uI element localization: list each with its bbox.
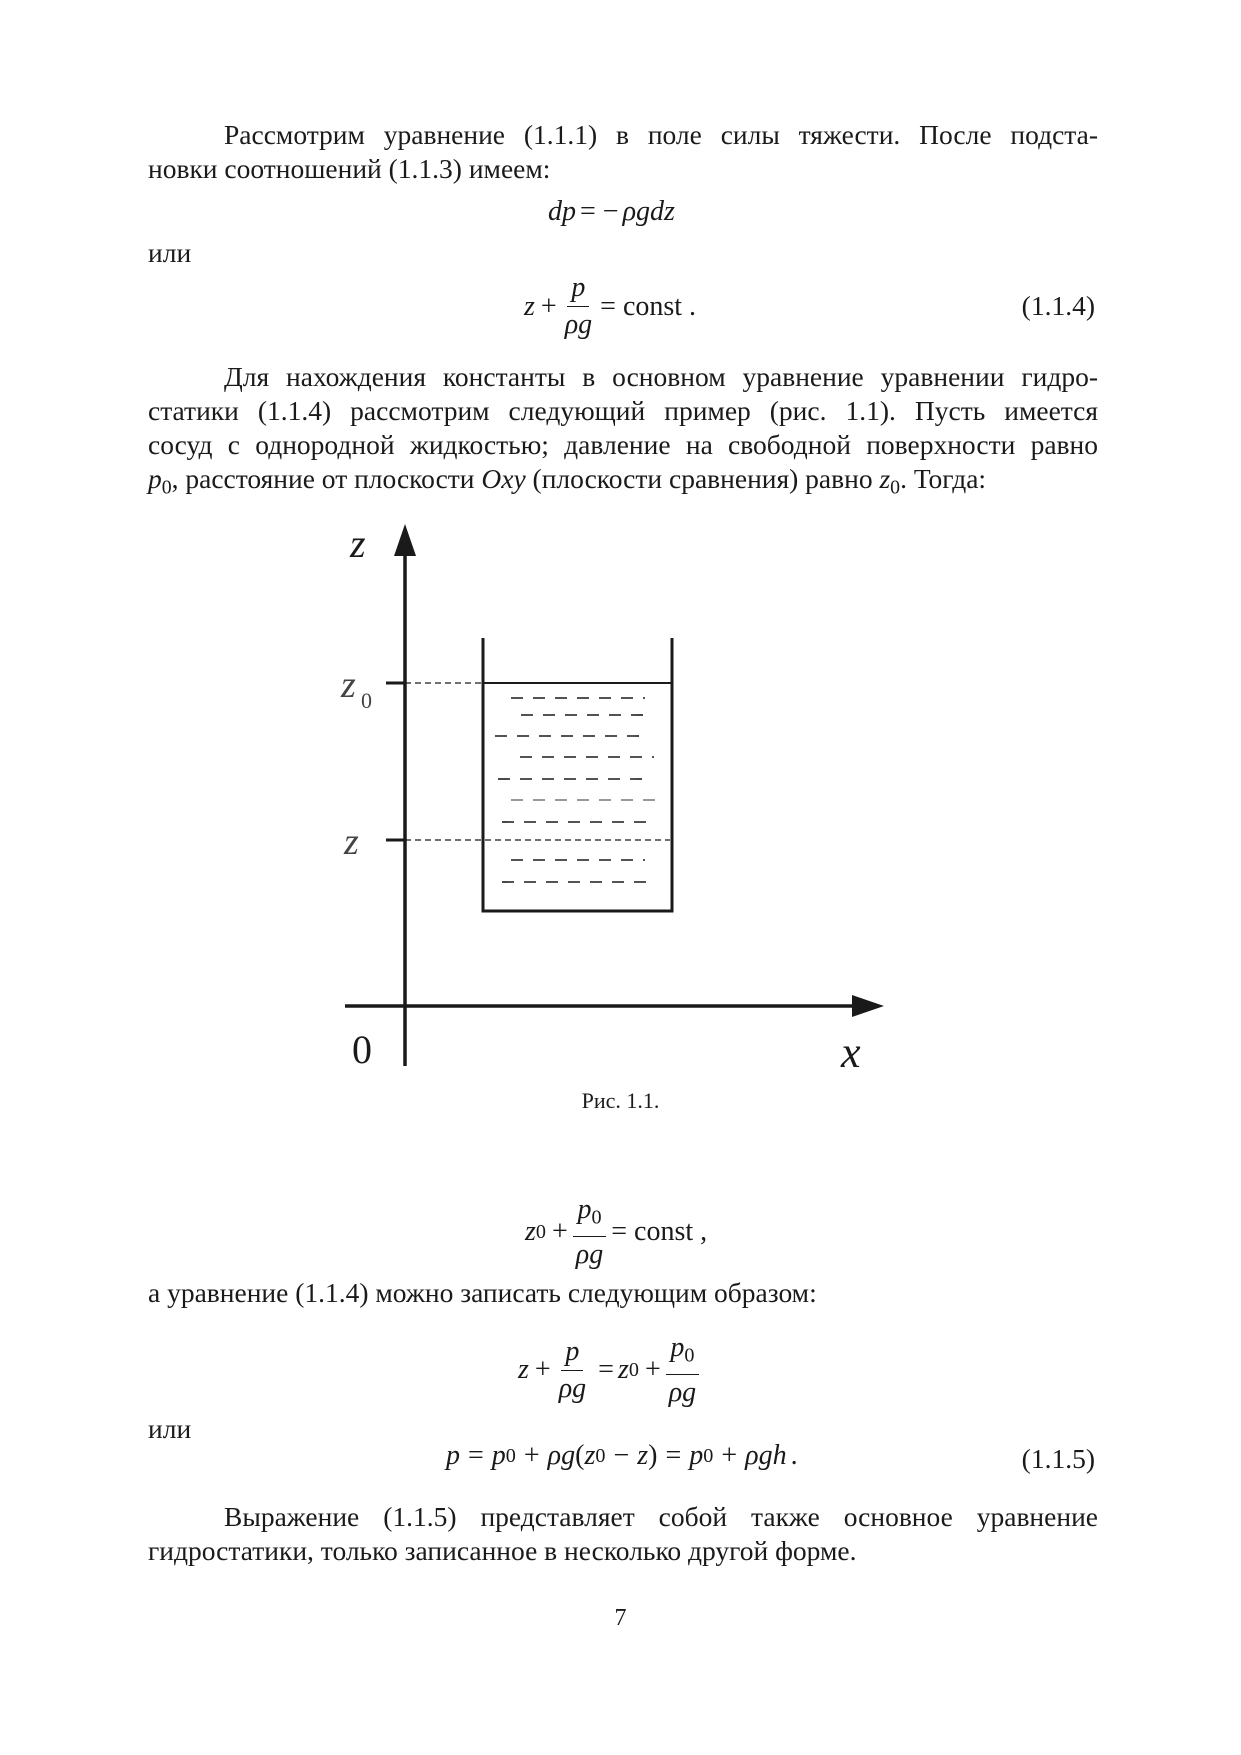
oxy-symbol: Oxy [481, 463, 526, 494]
eqc0-denominator: ρg [575, 1238, 604, 1270]
eq115-eq1: = [468, 1440, 484, 1471]
paragraph-2-line-1: Для нахождения константы в основном уравнение уравнении гидро- [224, 361, 1098, 392]
eqc0-plus: + [551, 1216, 568, 1248]
figure-caption: Рис. 1.1. [581, 1088, 660, 1113]
eqc0-numerator [573, 1194, 605, 1237]
tick-z-label: z [344, 821, 359, 863]
eq115-rhogh: ρgh [745, 1440, 787, 1471]
eqe-z: z [518, 1354, 529, 1386]
eq115-close: ) [648, 1440, 658, 1471]
paragraph-2-line-4b: (плоскости сравнения) равно [525, 463, 880, 494]
eqe-den2: ρg [668, 1376, 697, 1408]
vessel [483, 638, 672, 911]
eq114-plus: + [540, 290, 557, 322]
eqc0-fraction [572, 1194, 607, 1271]
liquid-hatching [495, 698, 655, 882]
eq115-p: p [446, 1440, 460, 1471]
eq115-z: z [637, 1440, 649, 1471]
z0-subscript: 0 [890, 476, 901, 499]
eqe-z0-sub: 0 [628, 1358, 639, 1381]
eq115-open: ( [575, 1440, 585, 1471]
eq115-z0: z [584, 1440, 596, 1471]
equation-const0 [525, 1194, 707, 1271]
eqe-num1: p [561, 1336, 583, 1371]
eqe-den1: ρg [558, 1372, 587, 1404]
eqe-num2-p: p [670, 1332, 685, 1363]
paragraph-4 [148, 1500, 1098, 1568]
eqe-plus1: + [534, 1354, 551, 1386]
axis-z-label: z [350, 521, 366, 566]
equation-number-1-1-5: (1.1.5) [1021, 1443, 1095, 1474]
page-number: 7 [614, 1605, 627, 1631]
axis-x-label: x [841, 1028, 861, 1077]
eqc0-num-sub: 0 [591, 1206, 602, 1229]
paragraph-4-line-2: гидростатики, только записанное в несколько другой форме. [148, 1535, 857, 1566]
x-axis-arrow [852, 995, 884, 1017]
tick-z0-subscript: 0 [361, 688, 372, 713]
eqe-z0: z [617, 1354, 629, 1386]
eq115-minus: − [613, 1440, 630, 1471]
word-or-2: или [148, 1413, 192, 1444]
eq115-rhog: ρg [547, 1440, 576, 1471]
eq115-p0b: p [689, 1440, 704, 1471]
paragraph-2-line-2: статики (1.1.4) рассмотрим следующий пример (рис. 1.1). Пусть имеется [148, 395, 1098, 426]
eq-dp-lhs: dp [548, 196, 576, 227]
sentence-3: а уравнение (1.1.4) можно записать следующим образом: [148, 1277, 817, 1308]
equation-equal [518, 1332, 704, 1409]
eqc0-num-p: p [577, 1194, 592, 1225]
paragraph-4-line-1: Выражение (1.1.5) представляет собой также основное уравнение [224, 1501, 1098, 1532]
eq115-eq2: = [665, 1440, 682, 1471]
paragraph-2-line-3: сосуд с однородной жидкостью; давление на свободной поверхности равно [148, 429, 1098, 460]
eq-dp-op: = − [580, 196, 619, 227]
eqe-fraction-2 [665, 1332, 700, 1409]
eq114-z: z [524, 290, 535, 322]
paragraph-1-line-2: новки соотношений (1.1.3) имеем: [148, 153, 551, 184]
z0-symbol: z [879, 463, 891, 494]
word-or-1: или [148, 237, 192, 268]
eq115-z0-sub: 0 [595, 1444, 606, 1467]
z-axis-arrow [394, 524, 416, 556]
eq115-p0: p [491, 1440, 506, 1471]
eq115-dot: . [790, 1440, 798, 1471]
eq114-numerator: p [567, 272, 589, 307]
paragraph-1-line-1: Рассмотрим уравнение (1.1.1) в поле силы тяжести. После подста- [224, 119, 1098, 150]
eq115-plus1: + [523, 1440, 540, 1471]
tick-z0-label: z [341, 664, 356, 706]
eq115-p0b-sub: 0 [703, 1444, 714, 1467]
eq115-plus2: + [721, 1440, 738, 1471]
eq114-rhs: = const . [600, 290, 697, 322]
eq-dp-rhs: ρgdz [622, 196, 675, 227]
eqe-eq: = [598, 1354, 614, 1386]
eqe-num2 [666, 1332, 698, 1375]
paragraph-2-line-4a: , расстояние от плоскости [171, 463, 482, 494]
equation-1-1-5 [446, 1440, 798, 1472]
paragraph-2-line-4c: . Тогда: [900, 463, 987, 494]
origin-label: 0 [352, 1027, 372, 1072]
eqe-fraction-1 [555, 1336, 590, 1405]
eqc0-z: z [525, 1216, 536, 1248]
eq115-p0-sub: 0 [505, 1444, 516, 1467]
equation-number-1-1-4: (1.1.4) [1021, 290, 1095, 321]
p0-subscript: 0 [161, 476, 172, 499]
p0-symbol: p [148, 463, 162, 494]
eqe-num2-sub: 0 [684, 1344, 695, 1367]
eqe-plus2: + [644, 1354, 661, 1386]
eq114-denominator: ρg [564, 309, 593, 340]
eqc0-z-sub: 0 [535, 1220, 546, 1243]
eqc0-rhs: = const , [611, 1216, 708, 1248]
